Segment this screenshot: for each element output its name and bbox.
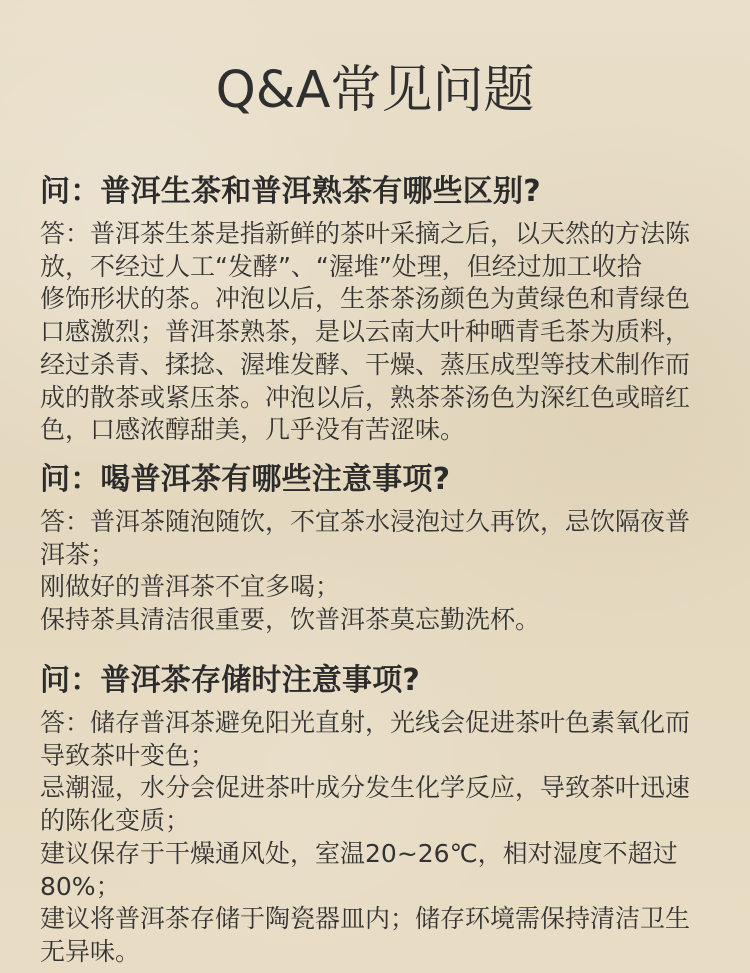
answer-line: 忌潮湿，水分会促进茶叶成分发生化学反应，导致茶叶迅速 [40, 773, 691, 803]
answer-line: 建议保存于干燥通风处，室温20~26℃，相对湿度不超过 [40, 838, 678, 868]
answer-line: 修饰形状的茶。冲泡以后，生茶茶汤颜色为黄绿色和青绿色 [40, 284, 691, 314]
question-heading: 问：喝普洱茶有哪些注意事项? [40, 462, 451, 497]
answer-line: 导致茶叶变色； [40, 740, 216, 770]
answer-line: 放，不经过人工“发酵”、“渥堆”处理，但经过加工收拾 [40, 251, 642, 281]
answer-line: 的陈化变质； [40, 806, 191, 836]
answer-line: 建议将普洱茶存储于陶瓷器皿内；储存环境需保持清洁卫生 [40, 904, 691, 934]
answer-line: 色，口感浓醇甜美，几乎没有苦涩味。 [40, 415, 466, 445]
question-heading: 问：普洱生茶和普洱熟茶有哪些区别? [40, 174, 541, 209]
qa-section-drinking-notes [40, 460, 710, 637]
question-heading: 问：普洱茶存储时注意事项? [40, 663, 421, 698]
answer-line: 成的散茶或紧压茶。冲泡以后，熟茶茶汤色为深红色或暗红 [40, 382, 691, 412]
answer-text [40, 218, 710, 447]
answer-text [40, 506, 710, 637]
answer-line: 保持茶具清洁很重要，饮普洱茶莫忘勤洗杯。 [40, 605, 541, 635]
answer-line: 经过杀青、揉捻、渥堆发酵、干燥、蒸压成型等技术制作而 [40, 349, 691, 379]
answer-line: 答：普洱茶随泡随饮，不宜茶水浸泡过久再饮，忌饮隔夜普 [40, 507, 691, 536]
answer-line: 口感激烈；普洱茶熟茶，是以云南大叶种晒青毛茶为质料， [40, 317, 691, 347]
answer-line: 无异味。 [40, 936, 141, 966]
answer-line: 答：普洱茶生茶是指新鲜的茶叶采摘之后，以天然的方法陈 [40, 219, 691, 248]
page-title: Q&A常见问题 [215, 61, 535, 120]
qa-section-storage-notes [40, 661, 710, 969]
answer-line: 洱茶； [40, 539, 116, 569]
answer-text [40, 707, 710, 969]
qa-section-difference [40, 172, 710, 447]
answer-line: 80%； [40, 871, 121, 901]
answer-line: 答：储存普洱茶避免阳光直射，光线会促进茶叶色素氧化而 [40, 708, 691, 737]
answer-line: 刚做好的普洱茶不宜多喝； [40, 572, 341, 602]
